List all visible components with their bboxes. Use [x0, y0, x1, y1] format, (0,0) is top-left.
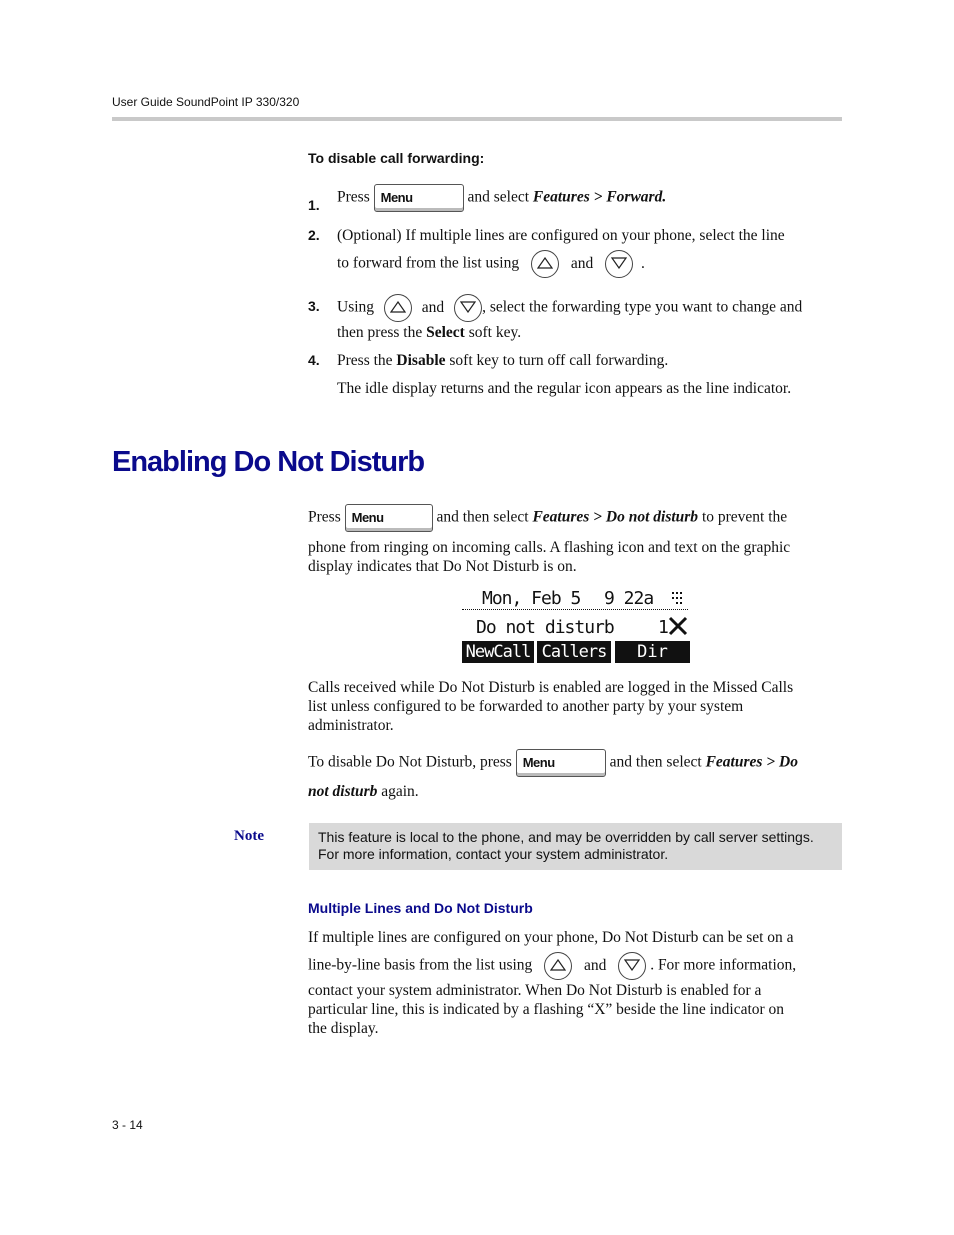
- step-1-number: 1.: [308, 197, 320, 213]
- down-arrow-key-icon: [454, 294, 482, 322]
- step-2-number: 2.: [308, 227, 320, 243]
- step-1-press: Press: [337, 188, 370, 206]
- step-2-line2: to forward from the list using and .: [337, 250, 645, 278]
- step-4-number: 4.: [308, 352, 320, 368]
- subsection-title: Multiple Lines and Do Not Disturb: [308, 900, 533, 916]
- header-rule: [112, 117, 842, 121]
- step-1-path: Features > Forward.: [532, 188, 667, 206]
- down-arrow-key-icon: [618, 952, 646, 980]
- menu-key-icon: Menu: [345, 504, 433, 532]
- down-arrow-key-icon: [605, 250, 633, 278]
- page-number: 3 - 14: [112, 1118, 143, 1132]
- dnd-x-icon: [668, 616, 688, 636]
- dnd-para3-line2: not disturb again.: [308, 783, 419, 800]
- step-4-result: The idle display returns and the regular icon appears as the line indicator.: [337, 380, 792, 397]
- running-header: User Guide SoundPoint IP 330/320: [112, 95, 300, 109]
- dnd-para1-line3: display indicates that Do Not Disturb is on.: [308, 558, 577, 575]
- up-arrow-key-icon: [384, 294, 412, 322]
- subsection-line5: the display.: [308, 1020, 379, 1037]
- lcd-status: Do not disturb: [476, 617, 614, 638]
- dnd-para3-line1: To disable Do Not Disturb, press Menu and then select Features > Do: [308, 749, 798, 777]
- softkey-dir: Dir: [615, 641, 690, 663]
- up-arrow-key-icon: [544, 952, 572, 980]
- step-3-line1: Using and , select the forwarding type you want to change and: [337, 294, 802, 322]
- subsection-line2: line-by-line basis from the list using and . For more information,: [308, 952, 796, 980]
- dnd-para2-line2: list unless configured to be forwarded to another party by your system: [308, 698, 744, 715]
- dnd-para2-line1: Calls received while Do Not Disturb is enabled are logged in the Missed Calls: [308, 679, 794, 696]
- step-1-text: [337, 184, 666, 212]
- dnd-para1-line1: Press Menu and then select Features > Do not disturb to prevent the: [308, 504, 787, 532]
- up-arrow-key-icon: [531, 250, 559, 278]
- menu-key-icon: Menu: [374, 184, 464, 212]
- signal-icon: [672, 592, 686, 608]
- softkey-callers: Callers: [537, 641, 611, 663]
- subsection-line4: particular line, this is indicated by a flashing “X” beside the line indicator on: [308, 1001, 785, 1018]
- dnd-para1-line2: phone from ringing on incoming calls. A flashing icon and text on the graphic: [308, 539, 791, 556]
- section-title: Enabling Do Not Disturb: [112, 446, 425, 478]
- note-box: [309, 823, 842, 870]
- lcd-time: 9 22a: [604, 588, 654, 609]
- note-text: This feature is local to the phone, and may be overridden by call server settings. For more information, contact your system administrator.: [318, 829, 814, 862]
- subsection-line3: contact your system administrator. When Do Not Disturb is enabled for a: [308, 982, 762, 999]
- lcd-date: Mon, Feb 5: [482, 588, 581, 609]
- subsection-line1: If multiple lines are configured on your phone, Do Not Disturb can be set on a: [308, 929, 794, 946]
- step-2-line1: (Optional) If multiple lines are configured on your phone, select the line: [337, 227, 785, 244]
- step-3-number: 3.: [308, 298, 320, 314]
- note-label: Note: [234, 828, 264, 844]
- menu-key-icon: Menu: [516, 749, 606, 777]
- phone-lcd-display: [462, 588, 690, 666]
- lcd-line-indicator: 1: [658, 617, 669, 638]
- softkey-newcall: NewCall: [462, 641, 534, 663]
- step-4-line1: Press the Disable soft key to turn off call forwarding.: [337, 352, 669, 369]
- step-1-after: and select: [467, 188, 530, 206]
- procedure-title: To disable call forwarding:: [308, 150, 485, 166]
- step-3-line2: then press the Select soft key.: [337, 324, 522, 341]
- lcd-divider: [462, 609, 688, 610]
- dnd-para2-line3: administrator.: [308, 717, 394, 734]
